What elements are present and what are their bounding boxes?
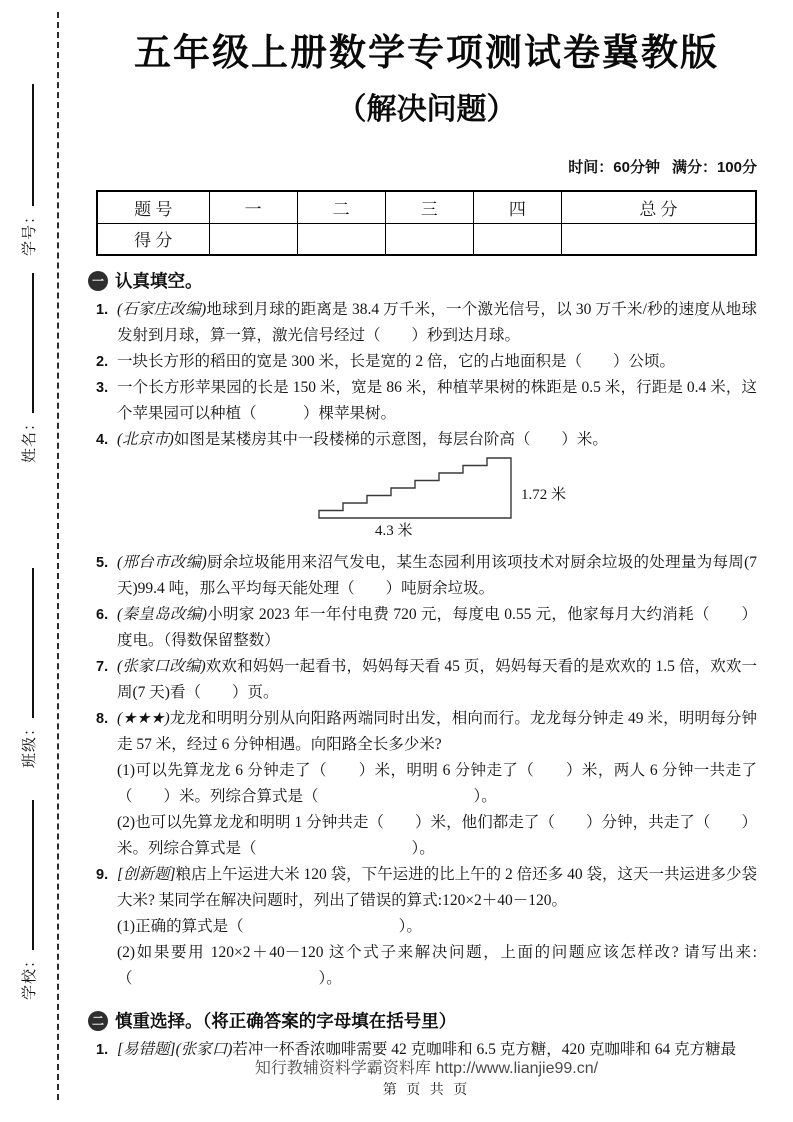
question-text: 小明家 2023 年一年付电费 720 元，每度电 0.55 元，他家每月大约消耗（ ）度电。（得数保留整数） (117, 606, 757, 649)
question-7 (96, 654, 757, 706)
score-table-header-cell: 二 (297, 191, 385, 223)
score-cell-total[interactable] (561, 223, 756, 255)
question-4 (96, 427, 757, 550)
question-source-tag: (石家庄改编) (117, 301, 207, 318)
school-field (18, 800, 39, 1000)
exam-time: 时间：60分钟 (568, 159, 660, 176)
question-text: 欢欢和妈妈一起看书，妈妈每天看 45 页，妈妈每天看的是欢欢的 1.5 倍，欢欢一周(7 天)看（ ）页。 (117, 658, 757, 701)
question-9-part-2: (2)如果要用 120×2＋40－120 这个式子来解决问题，上面的问题应该怎样改? 请写出来:（ ）。 (117, 944, 757, 987)
score-table-header-cell: 一 (209, 191, 297, 223)
paper-subtitle: （解决问题） (336, 93, 517, 126)
footer-page-line: 第 页 共 页 (382, 1083, 471, 1098)
score-table-header-cell: 总 分 (561, 191, 756, 223)
question-6 (96, 602, 757, 654)
question-source-tag: (张家口改编) (117, 658, 206, 675)
question-3 (96, 375, 757, 427)
question-text: 若冲一杯香浓咖啡需要 42 克咖啡和 6.5 克方糖，420 克咖啡和 64 克方糖最 (232, 1041, 737, 1058)
question-number: 4. (96, 432, 109, 448)
score-cell-2[interactable] (297, 223, 385, 255)
question-text: 粮店上午运进大米 120 袋，下午运进的比上午的 2 倍还多 40 袋，这天一共运进多少袋大米? 某同学在解决问题时，列出了错误的算式:120×2＋40－120。 (117, 866, 757, 909)
score-cell-1[interactable] (209, 223, 297, 255)
question-number: 7. (96, 659, 109, 675)
score-table-header-cell: 四 (473, 191, 561, 223)
section-1-heading (88, 268, 757, 293)
stair-shape (317, 456, 517, 522)
question-number: 9. (96, 867, 109, 883)
class-blank[interactable] (19, 568, 34, 718)
page-footer (96, 1058, 757, 1102)
student-name-blank[interactable] (19, 273, 34, 413)
question-8 (96, 706, 757, 862)
question-number: 5. (96, 555, 109, 571)
score-cell-4[interactable] (473, 223, 561, 255)
section-1-number-badge: 一 (88, 271, 108, 291)
student-id-label: 学号： (22, 207, 38, 256)
question-source-tag: [易错题](张家口) (117, 1041, 233, 1058)
stair-width-label: 4.3 米 (375, 523, 413, 539)
question-source-tag: (北京市) (117, 431, 174, 448)
student-name-field (18, 273, 39, 463)
school-label: 学校： (22, 951, 38, 1000)
class-field (18, 568, 39, 768)
section-1-title: 认真填空。 (115, 271, 203, 291)
score-cell-3[interactable] (385, 223, 473, 255)
score-table-score-row (97, 223, 756, 255)
question-9 (96, 862, 757, 992)
question-8-part-1: (1)可以先算龙龙 6 分钟走了（ ）米，明明 6 分钟走了（ ）米，两人 6 分钟一共走了（ ）米。列综合算式是（ ）。 (117, 762, 757, 805)
school-blank[interactable] (19, 800, 34, 950)
question-source-tag: (秦皇岛改编) (117, 606, 207, 623)
paper-title: 五年级上册数学专项测试卷冀教版 (134, 32, 719, 73)
student-id-blank[interactable] (19, 84, 34, 206)
student-id-field (18, 84, 39, 256)
question-5 (96, 550, 757, 602)
score-table-header-cell: 题 号 (97, 191, 209, 223)
question-text: 如图是某楼房其中一段楼梯的示意图，每层台阶高（ ）米。 (173, 431, 608, 448)
score-table-header-cell: 三 (385, 191, 473, 223)
question-number: 8. (96, 711, 109, 727)
question-number: 3. (96, 380, 109, 396)
score-table (96, 190, 757, 256)
question-number: 6. (96, 607, 109, 623)
question-2 (96, 349, 757, 375)
stair-figure (317, 456, 647, 544)
section-2-title: 慎重选择。（将正确答案的字母填在括号里） (115, 1011, 457, 1031)
question-number: 1. (96, 1042, 109, 1058)
score-row-label: 得 分 (97, 223, 209, 255)
question-source-tag: (邢台市改编) (117, 554, 207, 571)
score-table-header-row (97, 191, 756, 223)
question-text: 一个长方形苹果园的长是 150 米，宽是 86 米，种植苹果树的株距是 0.5 米，行距是 0.4 米，这个苹果园可以种植（ ）棵苹果树。 (117, 379, 757, 422)
question-source-tag: [创新题] (117, 866, 176, 883)
question-text: 一块长方形的稻田的宽是 300 米，长是宽的 2 倍，它的占地面积是（ ）公顷。 (117, 353, 676, 370)
paper-content (91, 30, 758, 1063)
question-9-part-1: (1)正确的算式是（ ）。 (117, 918, 422, 935)
question-8-part-2: (2)也可以先算龙龙和明明 1 分钟共走（ ）米，他们都走了（ ）分钟，共走了（ ）米。列综合算式是（ ）。 (117, 814, 757, 857)
student-name-label: 姓名： (22, 414, 38, 463)
question-text: 龙龙和明明分别从向阳路两端同时出发，相向而行。龙龙每分钟走 49 米，明明每分钟走 57 米，经过 6 分钟相遇。向阳路全长多少米? (117, 710, 757, 753)
class-label: 班级： (22, 719, 38, 768)
question-1 (96, 297, 757, 349)
exam-full-score: 满分：100分 (671, 159, 757, 176)
question-text: 地球到月球的距离是 38.4 万千米，一个激光信号，以 30 万千米/秒的速度从地球发射到月球，算一算，激光信号经过（ ）秒到达月球。 (117, 301, 758, 344)
stair-height-label: 1.72 米 (521, 487, 567, 503)
question-source-tag: (★★★) (117, 710, 170, 727)
question-text: 厨余垃圾能用来沼气发电，某生态园利用该项技术对厨余垃圾的处理量为每周(7 天)99.4 吨，那么平均每天能处理（ ）吨厨余垃圾。 (117, 554, 757, 597)
question-number: 1. (96, 302, 109, 318)
question-number: 2. (96, 354, 109, 370)
exam-meta (96, 158, 757, 178)
section-2-heading (88, 1008, 757, 1033)
section-2-number-badge: 二 (88, 1011, 108, 1031)
cut-dashed-line (57, 12, 59, 1100)
footer-source-line: 知行教辅资料学霸资料库 http://www.lianjie99.cn/ (254, 1060, 599, 1077)
